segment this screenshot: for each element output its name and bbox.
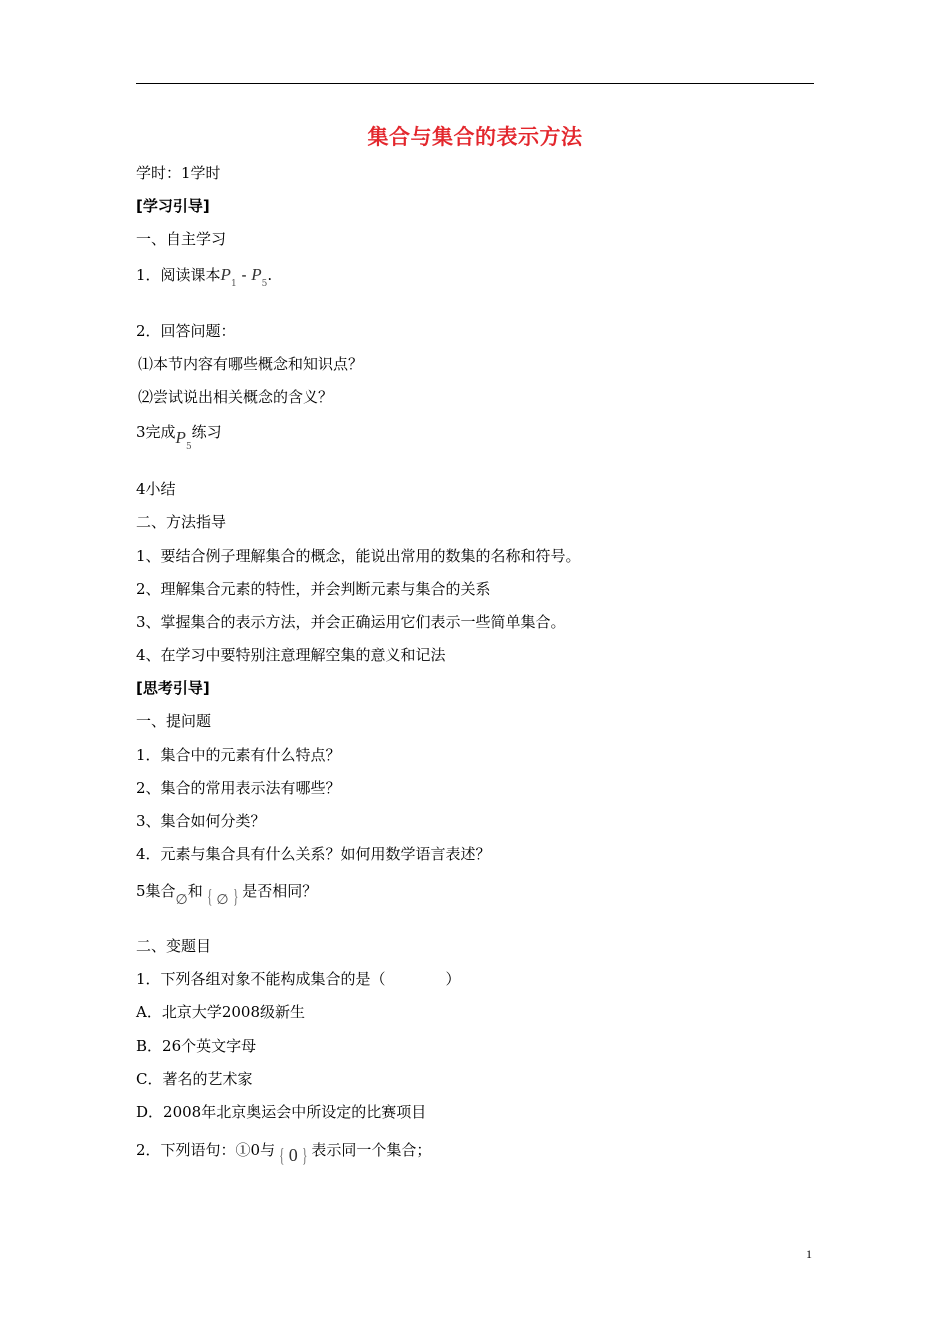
math-subscript: 5 bbox=[185, 442, 192, 452]
subsection-variant-problems: 二、变题目 bbox=[136, 937, 212, 955]
math-subscript: 1 bbox=[230, 279, 237, 289]
empty-set-symbol: ∅ bbox=[216, 892, 229, 908]
zero-digit: 0 bbox=[288, 1145, 298, 1165]
empty-set-symbol: ∅ bbox=[175, 892, 188, 908]
header-rule bbox=[136, 83, 814, 84]
item-text: 1．阅读课本 bbox=[136, 266, 221, 284]
problem-2-stem bbox=[136, 1140, 431, 1166]
method-item-3: 3、掌握集合的表示方法，并会正确运用它们表示一些简单集合。 bbox=[136, 613, 566, 631]
problem-1-option-a: A．北京大学2008级新生 bbox=[136, 1003, 306, 1021]
math-dash: - bbox=[236, 266, 252, 284]
item-text: 3完成 bbox=[136, 423, 176, 441]
subsection-questions: 一、提问题 bbox=[136, 712, 212, 730]
problem-1-stem: 1．下列各组对象不能构成集合的是（ ） bbox=[136, 970, 461, 988]
question-item-2: 2、集合的常用表示法有哪些？ bbox=[136, 779, 341, 797]
class-hours: 学时：1学时 bbox=[136, 164, 221, 182]
question-item-3: 3、集合如何分类？ bbox=[136, 812, 266, 830]
method-item-1: 1、要结合例子理解集合的概念，能说出常用的数集的名称和符号。 bbox=[136, 547, 581, 565]
question-item-5 bbox=[136, 881, 317, 910]
item-text: 5集合 bbox=[136, 882, 176, 900]
item-text: 2．下列语句：①0与 bbox=[136, 1141, 276, 1159]
math-p: P bbox=[251, 265, 262, 284]
item-text: 表示同一个集合； bbox=[311, 1141, 432, 1159]
item-text: 和 bbox=[187, 882, 203, 900]
math-p: P bbox=[175, 428, 186, 447]
left-brace: { bbox=[206, 886, 213, 908]
section-heading-thinking-guide: [思考引导] bbox=[136, 679, 210, 697]
item-summary: 4小结 bbox=[136, 480, 176, 498]
problem-1-option-c: C．著名的艺术家 bbox=[136, 1070, 253, 1088]
right-brace: } bbox=[232, 886, 239, 908]
item-complete-exercise bbox=[136, 422, 222, 457]
method-item-2: 2、理解集合元素的特性，并会判断元素与集合的关系 bbox=[136, 580, 491, 598]
question-item-1: 1．集合中的元素有什么特点？ bbox=[136, 746, 341, 764]
document-title: 集合与集合的表示方法 bbox=[367, 125, 583, 149]
item-text: . bbox=[267, 266, 273, 284]
math-subscript: 5 bbox=[261, 279, 268, 289]
item-text: 是否相同？ bbox=[242, 882, 318, 900]
item-question-2: ⑵尝试说出相关概念的含义？ bbox=[138, 388, 334, 406]
item-answer-questions: 2．回答问题： bbox=[136, 322, 236, 340]
left-brace: { bbox=[279, 1145, 285, 1167]
right-brace: } bbox=[301, 1145, 308, 1167]
subsection-self-study: 一、自主学习 bbox=[136, 230, 227, 248]
problem-1-option-b: B．26个英文字母 bbox=[136, 1037, 257, 1055]
item-read-textbook bbox=[136, 265, 272, 294]
item-question-1: ⑴本节内容有哪些概念和知识点？ bbox=[138, 355, 364, 373]
question-item-4: 4．元素与集合具有什么关系？如何用数学语言表述？ bbox=[136, 845, 491, 863]
page-number: 1 bbox=[806, 1247, 812, 1261]
problem-1-option-d: D．2008年北京奥运会中所设定的比赛项目 bbox=[136, 1103, 427, 1121]
section-heading-study-guide: [学习引导] bbox=[136, 197, 210, 215]
subsection-method-guide: 二、方法指导 bbox=[136, 513, 227, 531]
method-item-4: 4、在学习中要特别注意理解空集的意义和记法 bbox=[136, 646, 446, 664]
item-text: 练习 bbox=[191, 423, 222, 441]
math-p: P bbox=[220, 265, 231, 284]
